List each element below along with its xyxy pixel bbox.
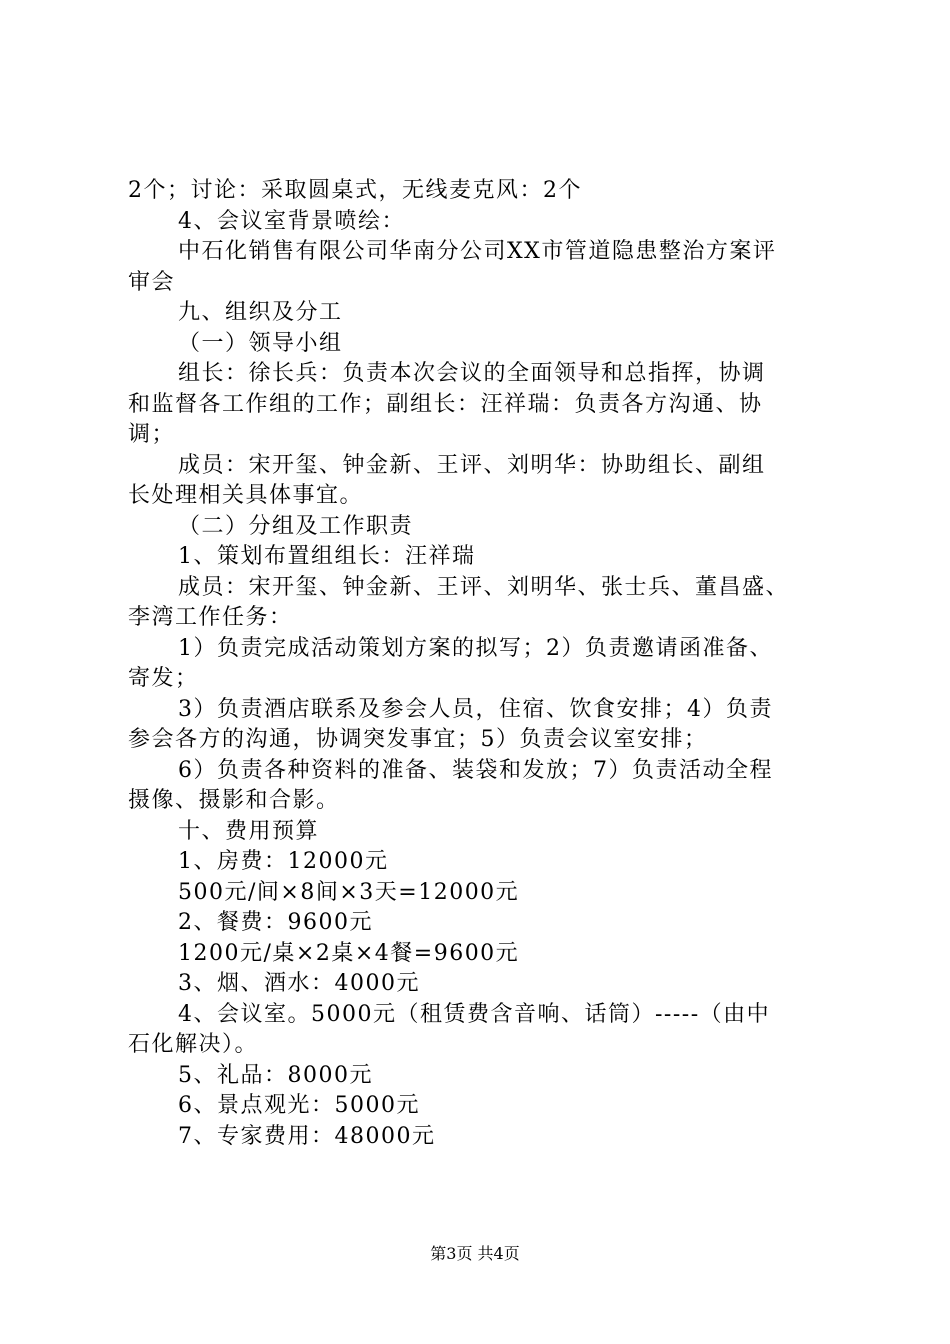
budget-item: 4、会议室。5000元（租赁费含音响、话筒）-----（由中 <box>178 1001 771 1027</box>
budget-item: 3、烟、酒水：4000元 <box>178 971 420 996</box>
budget-item: 7、专家费用：48000元 <box>178 1123 436 1149</box>
page-number-label: 第3页 共4页 <box>430 1244 520 1263</box>
text-line: 摄像、摄影和合影。 <box>128 788 340 813</box>
subsection-heading: （一）领导小组 <box>178 330 343 356</box>
budget-item: 2、餐费：9600元 <box>178 910 373 935</box>
text-line: 6）负责各种资料的准备、装袋和发放；7）负责活动全程 <box>178 757 773 783</box>
text-line: 1、策划布置组组长：汪祥瑞 <box>178 544 476 569</box>
text-line: 1）负责完成活动策划方案的拟写；2）负责邀请函准备、 <box>178 635 773 661</box>
text-line: 组长：徐长兵：负责本次会议的全面领导和总指挥，协调 <box>178 361 766 386</box>
text-line: 寄发； <box>128 666 199 691</box>
section-heading: 九、组织及分工 <box>178 300 343 325</box>
text-line: 2个；讨论：采取圆桌式，无线麦克风：2个 <box>128 178 582 203</box>
section-heading: 十、费用预算 <box>178 818 320 844</box>
text-line: 中石化销售有限公司华南分公司XX市管道隐患整治方案评 <box>178 239 777 264</box>
budget-calculation: 1200元/桌×2桌×4餐=9600元 <box>178 940 520 966</box>
text-line: 李湾工作任务： <box>128 605 293 630</box>
subsection-heading: （二）分组及工作职责 <box>178 513 414 539</box>
page-footer <box>0 1243 950 1265</box>
text-line: 4、会议室背景喷绘： <box>178 208 405 234</box>
budget-item: 5、礼品：8000元 <box>178 1062 373 1088</box>
text-line: 长处理相关具体事宜。 <box>128 483 364 508</box>
budget-item: 6、景点观光：5000元 <box>178 1093 420 1118</box>
text-line: 参会各方的沟通，协调突发事宜；5）负责会议室安排； <box>128 727 708 752</box>
text-line: 3）负责酒店联系及参会人员，住宿、饮食安排；4）负责 <box>178 696 773 722</box>
document-body <box>128 176 848 1152</box>
text-line: 成员：宋开玺、钟金新、王评、刘明华、张士兵、董昌盛、 <box>178 574 790 600</box>
text-line: 石化解决）。 <box>128 1032 259 1057</box>
text-line: 审会 <box>128 269 176 295</box>
text-line: 和监督各工作组的工作；副组长：汪祥瑞：负责各方沟通、协 <box>128 391 763 417</box>
text-line: 成员：宋开玺、钟金新、王评、刘明华：协助组长、副组 <box>178 452 766 478</box>
budget-calculation: 500元/间×8间×3天=12000元 <box>178 879 520 905</box>
budget-item: 1、房费：12000元 <box>178 849 389 874</box>
text-line: 调； <box>128 422 176 447</box>
